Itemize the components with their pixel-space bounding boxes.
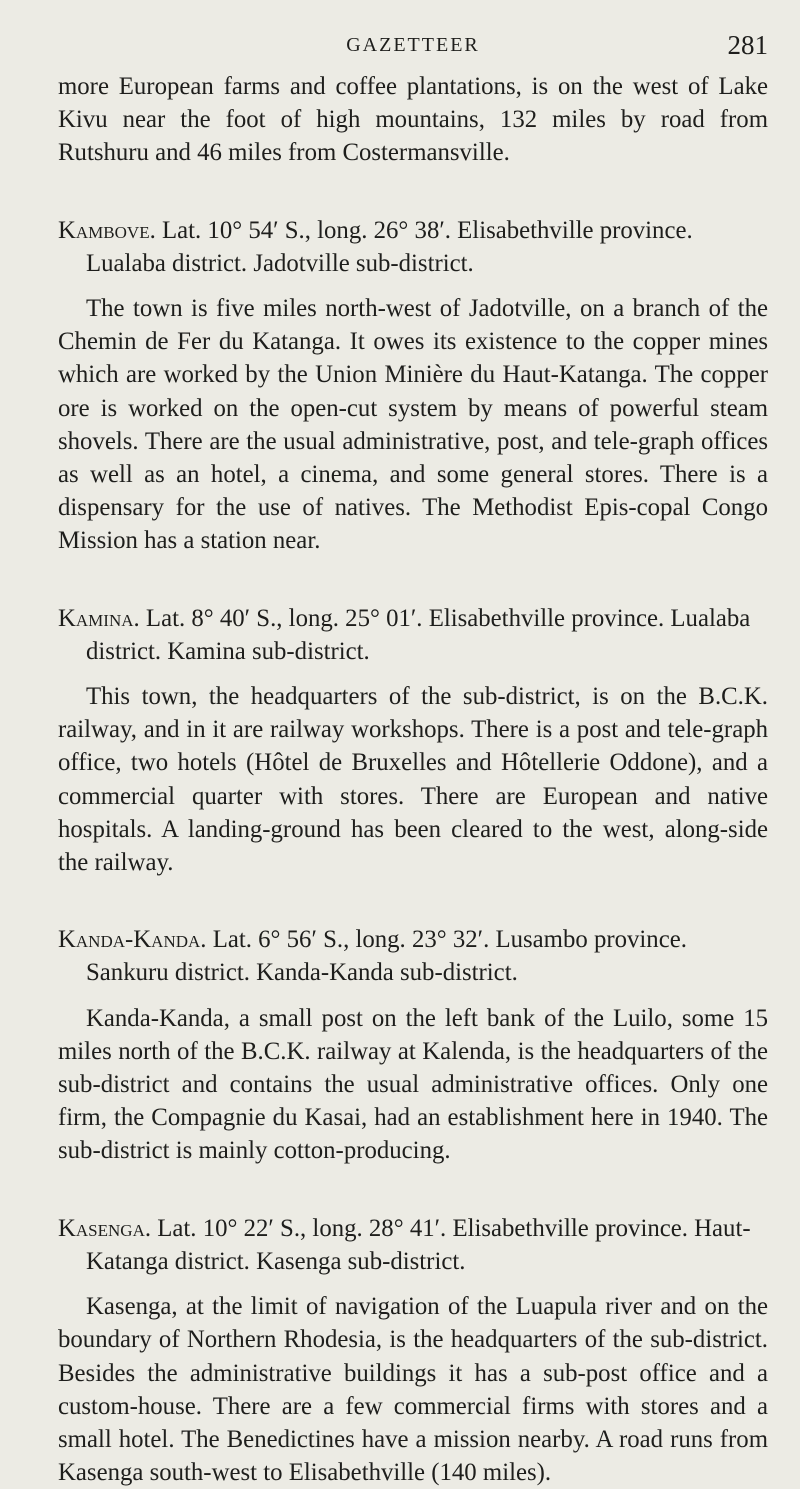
running-header xyxy=(58,28,768,64)
entry-details: Lat. 8° 40′ S., long. 25° 01′. Elisabethville province. Lualaba district. Kamina sub-district. xyxy=(86,604,751,665)
gazetteer-entry-kanda-kanda xyxy=(58,923,768,1167)
entry-description: Kasenga, at the limit of navigation of the Luapula river and on the boundary of Northern Rhodesia, is the headquarters of the sub-district. Besides the administrative buildings it has a sub-post office and a custom-house. There are a few commercial firms with stores and a small hotel. The Benedictines have a mission nearby. A road runs from Kasenga south-west to Elisabethville (140 miles). xyxy=(58,1293,768,1487)
entry-details: Lat. 10° 22′ S., long. 28° 41′. Elisabethville province. Haut-Katanga district. Kasenga sub-district. xyxy=(86,1214,751,1275)
gazetteer-entry-kamina xyxy=(58,602,768,880)
gazetteer-entry-kasenga xyxy=(58,1212,768,1489)
entry-heading xyxy=(58,923,768,989)
entry-name: Kanda-Kanda. xyxy=(58,926,207,954)
entry-heading xyxy=(58,1212,768,1278)
entry-name: Kamina. xyxy=(58,604,140,632)
entry-description: This town, the headquarters of the sub-district, is on the B.C.K. railway, and in it are railway workshops. There is a post and tele-graph office, two hotels (Hôtel de Bruxelles and Hôtellerie Oddone), and a commercial quarter with stores. There are European and native hospitals. A landing-ground has been cleared to the west, along-side the railway. xyxy=(58,683,768,877)
continued-paragraph: more European farms and coffee plantations, is on the west of Lake Kivu near the foot of high mountains, 132 miles by road from Rutshuru and 46 miles from Costermansville. xyxy=(58,73,768,167)
entry-description: Kanda-Kanda, a small post on the left bank of the Luilo, some 15 miles north of the B.C.K. railway at Kalenda, is the headquarters of the sub-district and contains the usual administrative offices. Only one firm, the Compagnie du Kasai, had an establishment here in 1940. The sub-district is mainly cotton-producing. xyxy=(58,1004,768,1165)
page-number: 281 xyxy=(727,30,768,60)
entry-details: Lat. 6° 56′ S., long. 23° 32′. Lusambo province. Sankuru district. Kanda-Kanda sub-district. xyxy=(86,926,687,987)
entry-description: The town is five miles north-west of Jadotville, on a branch of the Chemin de Fer du Katanga. It owes its existence to the copper mines which are worked by the Union Minière du Haut-Katanga. The copper ore is worked on the open-cut system by means of powerful steam shovels. There are the usual administrative, post, and tele-graph offices as well as an hotel, a cinema, and some general stores. There is a dispensary for the use of natives. The Methodist Epis-copal Congo Mission has a station near. xyxy=(58,295,768,555)
gazetteer-entry-kambove xyxy=(58,214,768,558)
entry-heading xyxy=(58,214,768,280)
entry-details: Lat. 10° 54′ S., long. 26° 38′. Elisabethville province. Lualaba district. Jadotville sub-district. xyxy=(86,216,693,277)
entry-name: Kambove. xyxy=(58,216,156,244)
running-title: GAZETTEER xyxy=(346,34,480,56)
entry-name: Kasenga. xyxy=(58,1214,152,1242)
entry-heading xyxy=(58,602,768,668)
